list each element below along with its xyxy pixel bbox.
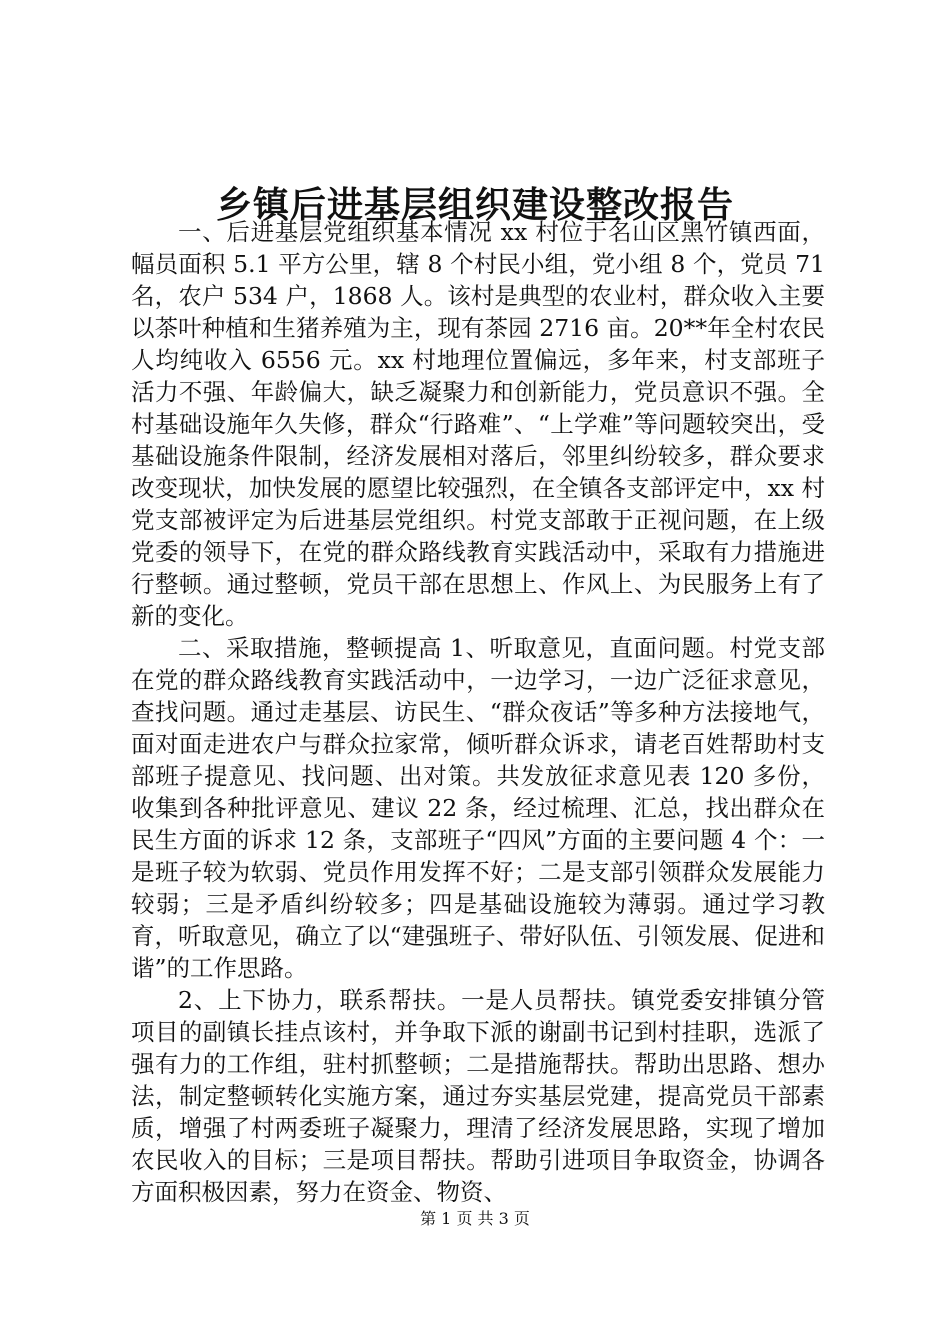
document-title: 乡镇后进基层组织建设整改报告 xyxy=(215,184,734,226)
page-footer: 第 1 页 共 3 页 xyxy=(420,1209,530,1228)
paragraph-basic-situation: 一、后进基层党组织基本情况 xx 村位于名山区黑竹镇西面，幅员面积 5.1 平方公里，辖 8 个村民小组，党小组 8 个，党员 71 名，农户 534 户，1868 人。该村是典型的农业村，群众收入主要以茶叶种植和生猪养殖为主，现有茶园 2716 亩。20**年全村农民人均纯收入 6556 元。xx 村地理位置偏远，多年来，村支部班子活力不强、年龄偏大，缺乏凝聚力和创新能力，党员意识不强。全村基础设施年久失修，群众“行路难”、“上学难”等问题较突出，受基础设施条件限制，经济发展相对落后，邻里纠纷较多，群众要求改变现状，加快发展的愿望比较强烈，在全镇各支部评定中，xx 村党支部被评定为后进基层党组织。村党支部敢于正视问题，在上级党委的领导下，在党的群众路线教育实践活动中，采取有力措施进行整顿。通过整顿，党员干部在思想上、作风上、为民服务上有了新的变化。 xyxy=(131,218,825,630)
paragraph-measures: 二、采取措施，整顿提高 1、听取意见，直面问题。村党支部在党的群众路线教育实践活动中，一边学习，一边广泛征求意见，查找问题。通过走基层、访民生、“群众夜话”等多种方法接地气，面对面走进农户与群众拉家常，倾听群众诉求，请老百姓帮助村支部班子提意见、找问题、出对策。共发放征求意见表 120 多份，收集到各种批评意见、建议 22 条，经过梳理、汇总，找出群众在民生方面的诉求 12 条，支部班子“四风”方面的主要问题 4 个：一是班子较为软弱、党员作用发挥不好；二是支部引领群众发展能力较弱；三是矛盾纠纷较多；四是基础设施较为薄弱。通过学习教育，听取意见，确立了以“建强班子、带好队伍、引领发展、促进和谐”的工作思路。 xyxy=(131,634,825,982)
document-body xyxy=(131,216,825,1208)
paragraph-assistance: 2、上下协力，联系帮扶。一是人员帮扶。镇党委安排镇分管项目的副镇长挂点该村，并争取下派的谢副书记到村挂职，选派了强有力的工作组，驻村抓整顿；二是措施帮扶。帮助出思路、想办法，制定整顿转化实施方案，通过夯实基层党建，提高党员干部素质，增强了村两委班子凝聚力，理清了经济发展思路，实现了增加农民收入的目标；三是项目帮扶。帮助引进项目争取资金，协调各方面积极因素，努力在资金、物资、 xyxy=(131,986,825,1206)
